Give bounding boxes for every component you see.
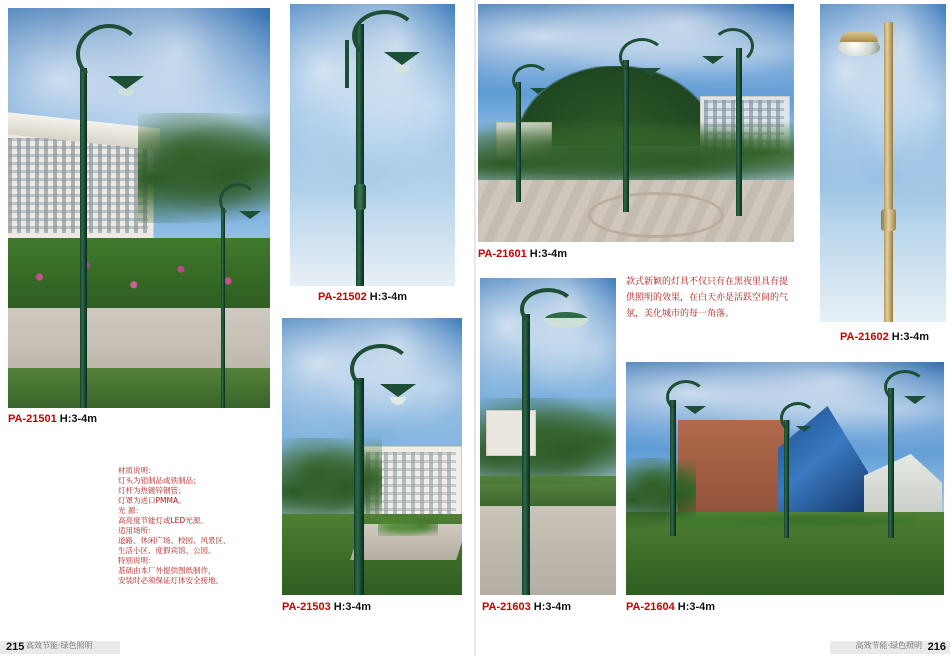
lamp-shade-left (684, 406, 706, 414)
spec-line: 道路、休闲广场、校园、风景区、 (118, 536, 231, 545)
lamp-pole-right (888, 388, 894, 538)
lamp-pole (884, 22, 893, 322)
caption-pa-21603: PA-21603 H:3-4m (482, 601, 572, 613)
caption-pa-21601: PA-21601 H:3-4m (478, 248, 568, 260)
lawn-strip (480, 476, 616, 506)
footer-text-right: 高效节能·绿色照明 (855, 641, 922, 650)
secondary-lamp-pole (221, 208, 225, 408)
pole-decorative-band (881, 209, 896, 231)
lamp-pole (80, 68, 87, 408)
product-photo-pa-21502 (290, 4, 455, 286)
lamp-head-round (544, 312, 588, 328)
caption-pa-21602: PA-21602 H:3-4m (840, 331, 930, 343)
spec-line: 灯罩为进口PMMA。 (118, 496, 186, 505)
lamp-shade (384, 52, 420, 65)
spec-line: 特别说明： (118, 556, 156, 565)
product-photo-pa-21604 (626, 362, 944, 595)
lamp-shade-left (530, 88, 546, 94)
shrub-cluster (378, 514, 438, 536)
lamp-pole (354, 378, 364, 595)
spec-line: 光 源： (118, 506, 143, 515)
lamp-shade-right (702, 56, 724, 64)
spec-line: 灯杆为热镀锌钢管； (118, 486, 186, 495)
secondary-lamp-shade (239, 211, 261, 219)
lamp-pole-right (736, 48, 742, 216)
spec-line: 基础由本厂外提供图纸制作， (118, 566, 216, 575)
lamp-pole-center (623, 60, 629, 212)
lamp-pole-left (516, 82, 521, 202)
spec-line: 安装时必须保证灯体安全接地。 (118, 576, 223, 585)
lamp-pole-mid (784, 420, 789, 538)
spec-line: 适用场所： (118, 526, 156, 535)
lamp-shade-mid (796, 426, 812, 432)
plaza-circle (588, 192, 724, 238)
lamp-pole-left (670, 400, 676, 536)
lamp-pole (356, 24, 364, 286)
lamp-pole (522, 314, 530, 595)
product-photo-pa-21603 (480, 278, 616, 595)
spec-line: 生活小区、度假宾馆、公园。 (118, 546, 216, 555)
lamp-shade-center (639, 68, 661, 76)
lamp-shade-right (904, 396, 926, 404)
spec-line: 灯头为铝制品或铁制品； (118, 476, 201, 485)
footer-text-left: 高效节能·绿色照明 (26, 641, 93, 650)
product-photo-pa-21602 (820, 4, 946, 322)
marketing-note-block: 款式新颖的灯具不仅只有在黑夜里具有提供照明的效果，在白天亦是活跃空间的气氛，美化城市的每一角落。 (626, 277, 789, 319)
caption-pa-21502: PA-21502 H:3-4m (318, 291, 408, 303)
spec-line: 材质说明： (118, 466, 156, 475)
material-spec-block (118, 466, 268, 586)
product-photo-pa-21503 (282, 318, 462, 595)
spec-line: 高亮度节能灯或LED光源。 (118, 516, 208, 525)
caption-pa-21501: PA-21501 H:3-4m (8, 413, 98, 425)
product-photo-pa-21501 (8, 8, 270, 408)
lamp-shade (108, 76, 144, 89)
page-number-left: 215 (6, 641, 25, 653)
page-fold-divider (474, 0, 476, 656)
product-photo-pa-21601 (478, 4, 794, 242)
shrub-row (666, 512, 916, 528)
lamp-head-cap (840, 32, 878, 42)
pole-decorative-band (354, 184, 366, 210)
pole-side-bracket (345, 40, 349, 88)
lamp-shade (380, 384, 416, 397)
caption-pa-21503: PA-21503 H:3-4m (282, 601, 372, 613)
page-number-right: 216 (927, 641, 946, 653)
caption-pa-21604: PA-21604 H:3-4m (626, 601, 716, 613)
building-windows (8, 138, 148, 233)
lamp-arm (76, 24, 142, 84)
lawn-strip (8, 368, 270, 408)
flower-bed (8, 238, 270, 316)
